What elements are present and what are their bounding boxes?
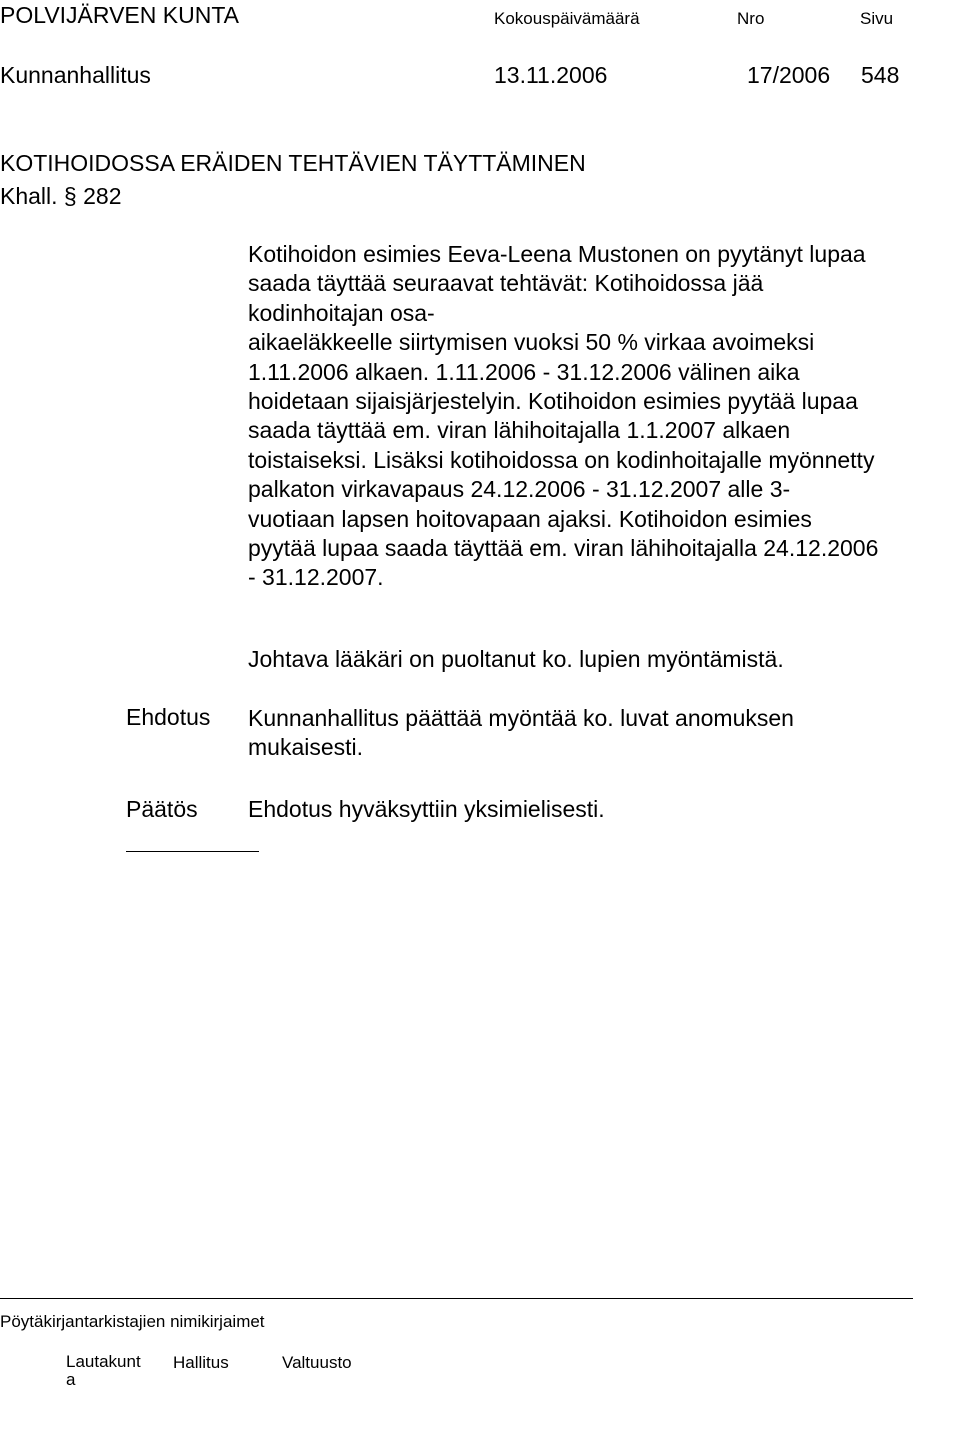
page-number: 548 bbox=[861, 62, 900, 88]
footer-column-valtuusto: Valtuusto bbox=[282, 1353, 352, 1372]
footer-column-hallitus: Hallitus bbox=[173, 1353, 229, 1372]
date-label: Kokouspäivämäärä bbox=[494, 9, 640, 28]
page-label: Sivu bbox=[860, 9, 894, 28]
organization-name: POLVIJÄRVEN KUNTA bbox=[0, 2, 240, 28]
section-reference: Khall. § 282 bbox=[0, 183, 122, 209]
decision-text: Ehdotus hyväksyttiin yksimielisesti. bbox=[248, 796, 605, 822]
proposal-text: Kunnanhallitus päättää myöntää ko. luvat anomuksen mukaisesti. bbox=[248, 705, 794, 761]
signature-divider bbox=[126, 851, 259, 852]
statement-text: Johtava lääkäri on puoltanut ko. lupien myöntämistä. bbox=[248, 646, 784, 672]
body-paragraph: Kotihoidon esimies Eeva-Leena Mustonen on pyytänyt lupaa saada täyttää seuraavat tehtävät: Kotihoidossa jää kodinhoitajan osa- aikaeläkkeelle siirtymisen vuoksi 50 % virkaa avoimeksi 1.11.2006 alkaen. 1.11.2006 - 31.12.2006 välinen aika hoidetaan sijaisjärjestelyin. Kotihoidon esimies pyytää lupaa saada täyttää em. viran lähihoitajalla 1.1.2007 alkaen toistaiseksi. Lisäksi kotihoidossa on kodinhoitajalle myönnetty palkaton virkavapaus 24.12.2006 - 31.12.2007 alle 3- vuotiaan lapsen hoitovapaan ajaksi. Kotihoidon esimies pyytää lupaa saada täyttää em. viran lähihoitajalla 24.12.2006 - 31.12.2007. bbox=[248, 241, 879, 591]
meeting-number: 17/2006 bbox=[747, 62, 831, 88]
proposal-label: Ehdotus bbox=[126, 704, 211, 730]
footer-divider bbox=[0, 1298, 913, 1299]
meeting-date: 13.11.2006 bbox=[494, 62, 608, 88]
footer-title: Pöytäkirjantarkistajien nimikirjaimet bbox=[0, 1312, 265, 1331]
meeting-body: Kunnanhallitus bbox=[0, 62, 151, 88]
footer-column-lautakunta: Lautakunt a bbox=[66, 1352, 141, 1389]
document-title: KOTIHOIDOSSA ERÄIDEN TEHTÄVIEN TÄYTTÄMINEN bbox=[0, 150, 586, 176]
number-label: Nro bbox=[737, 9, 765, 28]
decision-label: Päätös bbox=[126, 796, 198, 822]
